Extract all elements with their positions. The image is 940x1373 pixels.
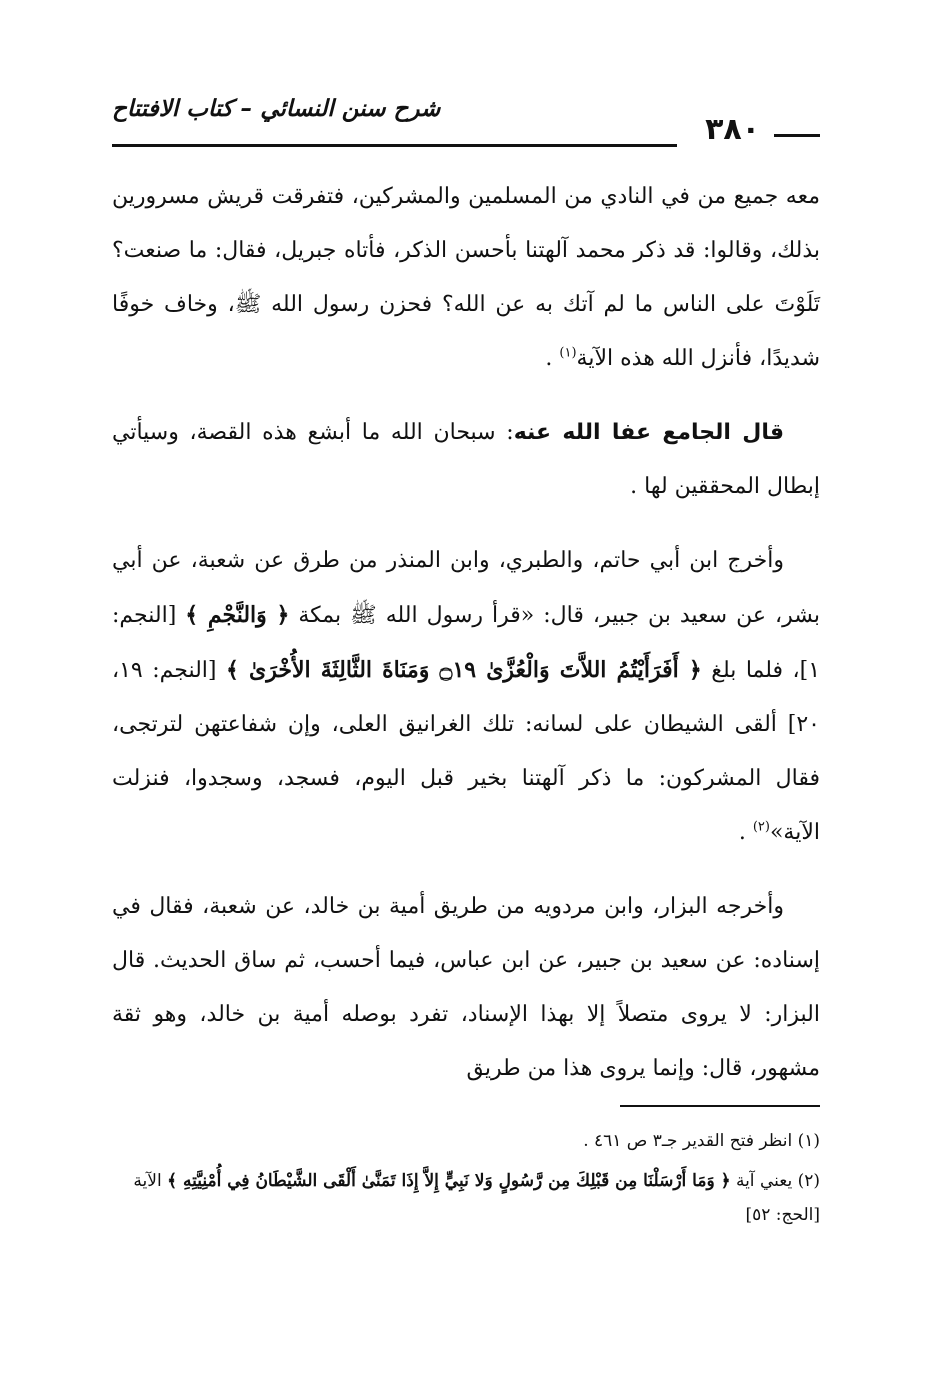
header-dash — [774, 134, 820, 137]
paragraph-2-text: : سبحان الله ما أبشع هذه القصة، وسيأتي إبطال المحققين لها . — [112, 420, 820, 499]
paragraph-4 — [112, 880, 820, 1096]
footnote-2-text-a: (٢) يعني آية — [730, 1171, 820, 1191]
paragraph-3 — [112, 534, 820, 860]
footnote-2-text-b: الآية [الحج: ٥٢] — [133, 1171, 820, 1225]
paragraph-3-text-b: [النجم: ١]، فلما بلغ — [112, 603, 821, 683]
quran-quote-2: ﴿ أَفَرَأَيْتُمُ اللاَّتَ وَالْعُزَّىٰ ۝١٩ وَمَنَاةَ الثَّالِثَةَ الأُخْرَىٰ ﴾ — [225, 657, 702, 683]
footnote-2 — [112, 1164, 820, 1232]
paragraph-3-text-c: [النجم: ١٩، ٢٠] ألقى الشيطان على لسانه: تلك الغرانيق العلى، وإن شفاعتهن لترتجى، فقال المشركون: ما ذكر آلهتنا بخير قبل اليوم، فسجد، وسجدوا، فنزلت الآية» — [112, 658, 820, 845]
paragraph-3-text-a: وأخرج ابن أبي حاتم، والطبري، وابن المنذر من طرق عن شعبة، عن أبي بشر، عن سعيد بن جبير، قال: «قرأ رسول الله ﷺ بمكة — [112, 548, 820, 628]
quran-quote-1: ﴿ وَالنَّجْمِ ﴾ — [185, 602, 290, 628]
footnote-1: (١) انظر فتح القدير جـ٣ ص ٤٦١ . — [583, 1131, 820, 1151]
page-header — [112, 92, 820, 150]
footnote-ref-2[interactable]: (٢) — [752, 819, 770, 835]
paragraph-1-text: معه جميع من في النادي من المسلمين والمشركين، فتفرقت قريش مسرورين بذلك، وقالوا: قد ذكر محمد آلهتنا بأحسن الذكر، فأتاه جبريل، فقال: ما صنعت؟ تَلَوْتَ على الناس ما لم آتك به عن الله؟ فحزن رسول الله ﷺ، وخاف خوفًا شديدًا، فأنزل الله هذه الآية — [112, 184, 820, 371]
footnote-2-quran: ﴿ وَمَا أَرْسَلْنَا مِن قَبْلِكَ مِن رَّسُولٍ وَلا نَبِيٍّ إِلاَّ إِذَا تَمَنَّىٰ أَلْقَى الشَّيْطَانُ فِي أُمْنِيَّتِهِ ﴾ — [167, 1171, 731, 1191]
page-number: ٣٨٠ — [705, 112, 760, 147]
paragraph-2 — [112, 406, 820, 514]
paragraph-1 — [112, 170, 820, 386]
footnote-rule — [620, 1105, 820, 1107]
main-text — [112, 170, 820, 1116]
compiler-note-lead: قال الجامع عفا الله عنه — [513, 420, 784, 445]
running-title: شرح سنن النسائي – كتاب الافتتاح — [112, 96, 441, 122]
footnotes — [112, 1118, 820, 1238]
paragraph-4-text: وأخرجه البزار، وابن مردويه من طريق أمية بن خالد، عن شعبة، فقال في إسناده: عن سعيد بن جبير، عن ابن عباس، فيما أحسب، ثم ساق الحديث. قال البزار: لا يروى متصلاً إلا بهذا الإسناد، تفرد بوصله أمية بن خالد، وهو ثقة مشهور، قال: وإنما يروى هذا من طريق — [112, 894, 820, 1081]
header-rule — [112, 144, 677, 147]
footnote-ref-1[interactable]: (١) — [559, 345, 577, 361]
paragraph-1-end: . — [545, 346, 560, 371]
paragraph-3-end: . — [738, 820, 753, 845]
